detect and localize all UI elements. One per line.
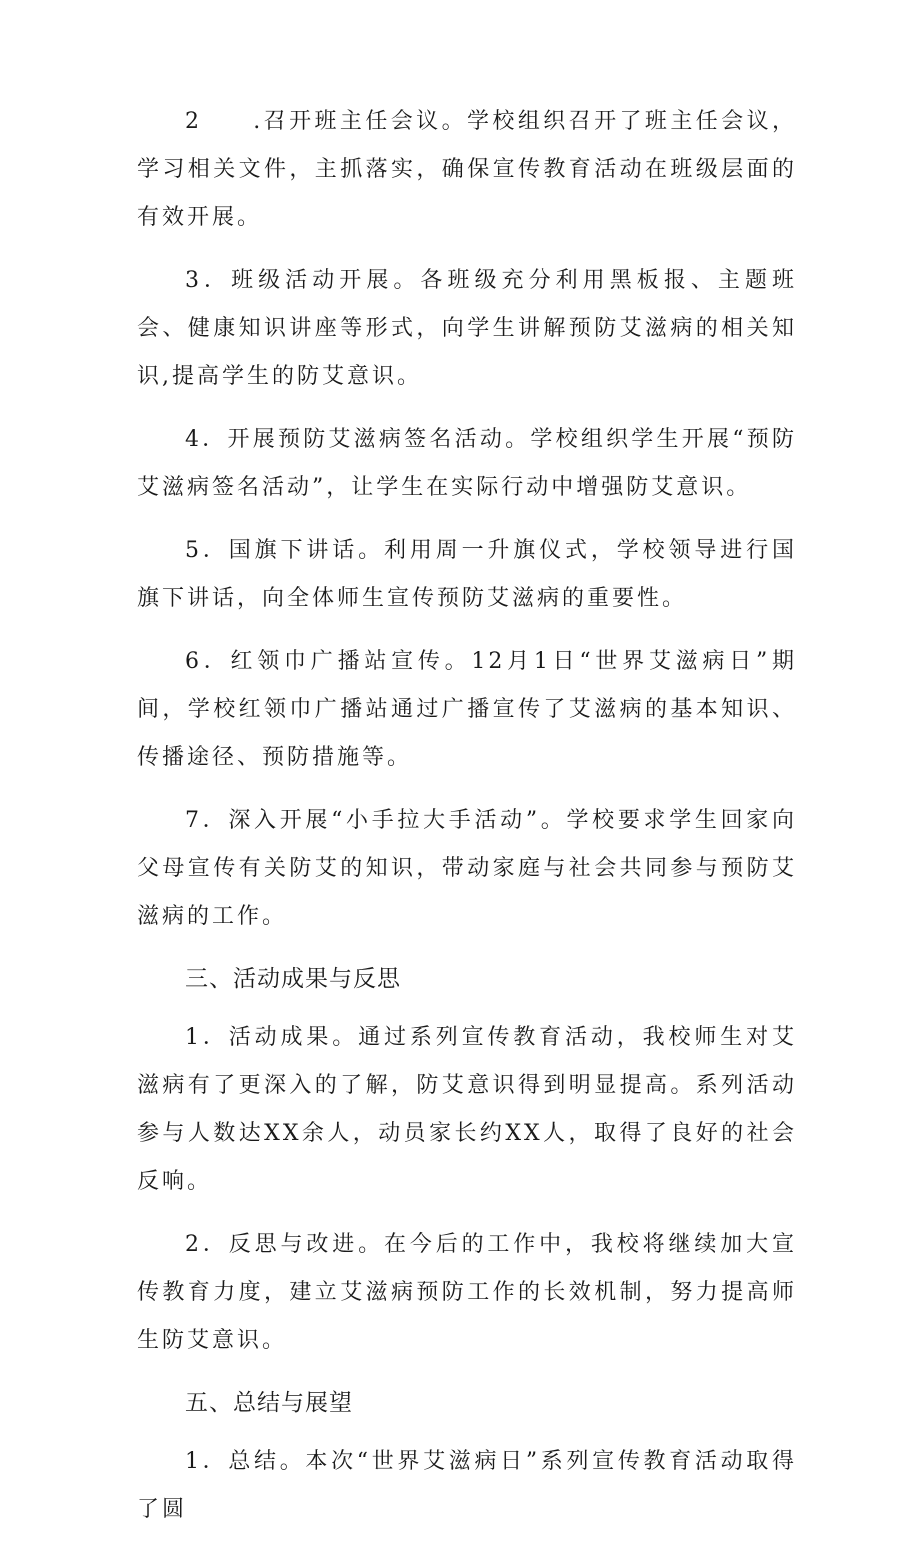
- document-page: [137, 98, 797, 1549]
- item-5-flag-speech: 5．国旗下讲话。利用周一升旗仪式，学校领导进行国旗下讲话，向全体师生宣传预防艾滋病的重要性。: [137, 538, 797, 611]
- result-1-outcomes: 1．活动成果。通过系列宣传教育活动，我校师生对艾滋病有了更深入的了解，防艾意识得到明显提高。系列活动参与人数达XX余人，动员家长约XX人，取得了良好的社会反响。: [137, 1025, 797, 1194]
- item-4-signature-activity: 4．开展预防艾滋病签名活动。学校组织学生开展“预防艾滋病签名活动”，让学生在实际行动中增强防艾意识。: [137, 427, 797, 500]
- section-3-heading: 三、活动成果与反思: [185, 966, 401, 992]
- section-5-heading: 五、总结与展望: [185, 1390, 353, 1416]
- result-2-reflection: 2．反思与改进。在今后的工作中，我校将继续加大宣传教育力度，建立艾滋病预防工作的长效机制，努力提高师生防艾意识。: [137, 1232, 797, 1353]
- item-7-small-hands-activity: 7．深入开展“小手拉大手活动”。学校要求学生回家向父母宣传有关防艾的知识，带动家庭与社会共同参与预防艾滋病的工作。: [137, 808, 797, 929]
- summary-1: 1．总结。本次“世界艾滋病日”系列宣传教育活动取得了圆: [137, 1449, 797, 1522]
- item-2-class-teacher-meeting: 2 .召开班主任会议。学校组织召开了班主任会议，学习相关文件，主抓落实，确保宣传教育活动在班级层面的有效开展。: [137, 109, 797, 230]
- item-3-class-activities: 3．班级活动开展。各班级充分利用黑板报、主题班会、健康知识讲座等形式，向学生讲解预防艾滋病的相关知识,提高学生的防艾意识。: [137, 268, 797, 389]
- item-6-radio-station: 6．红领巾广播站宣传。12月1日“世界艾滋病日”期间，学校红领巾广播站通过广播宣传了艾滋病的基本知识、传播途径、预防措施等。: [137, 649, 797, 770]
